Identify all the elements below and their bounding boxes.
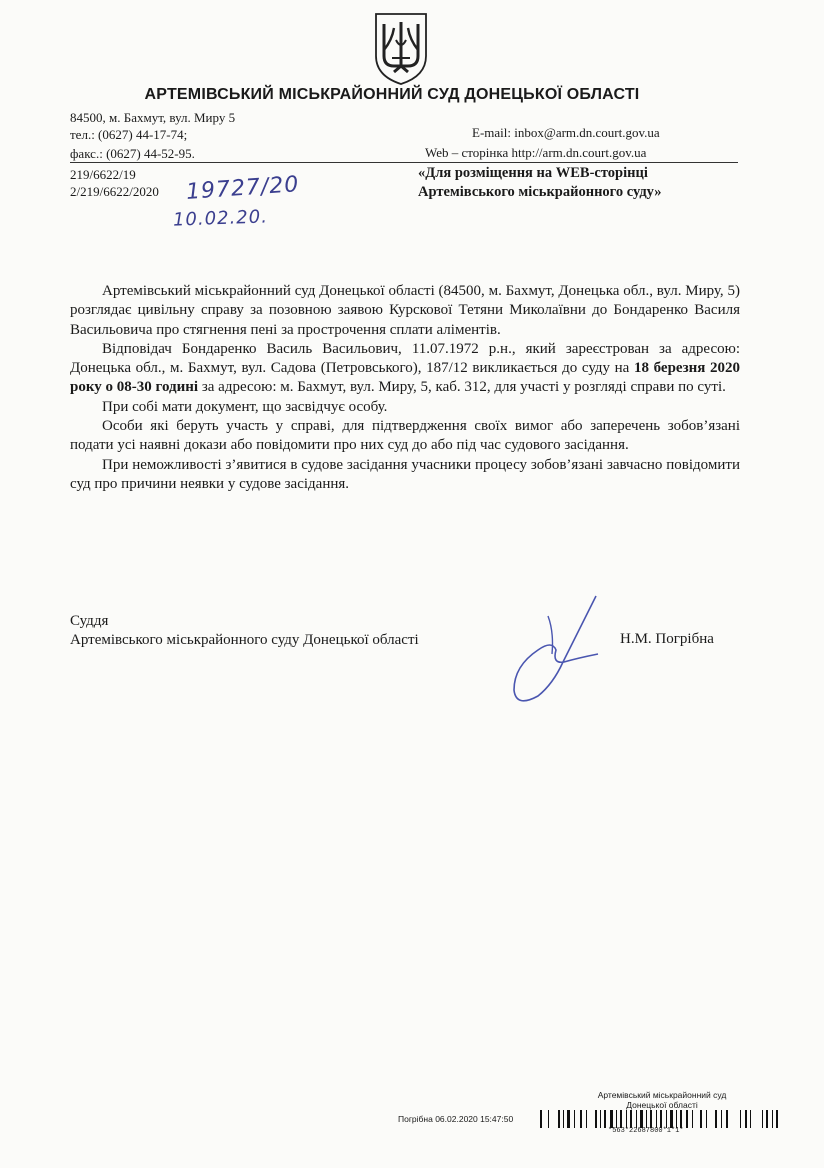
court-fax: факс.: (0627) 44-52-95. <box>70 146 195 161</box>
header-divider <box>70 162 738 163</box>
court-phone: тел.: (0627) 44-17-74; <box>70 127 188 142</box>
footer-court-line-2: Донецької області <box>626 1100 698 1110</box>
summons-text-a: Відповідач Бондаренко Василь Васильович, 11.07.1972 р.н., який зареєстрован за адресою: Донецька обл., м. Бахмут, вул. Садова (Петровського), 187/12 викликається до суду на <box>70 340 740 377</box>
court-address: 84500, м. Бахмут, вул. Миру 5 <box>70 110 236 125</box>
footer-court-stamp <box>582 1090 742 1110</box>
court-email: E-mail: inbox@arm.dn.court.gov.ua <box>472 125 660 140</box>
hearing-datetime: 18 березня 2020 року о 08-30 годині <box>70 360 740 396</box>
judge-signature <box>508 592 608 707</box>
summons-text-b: за адресою: м. Бахмут, вул. Миру, 5, каб. 312, для участі у розгляді справи по суті. <box>198 379 726 396</box>
handwritten-date: 10.02.20. <box>172 206 269 231</box>
web-note-line-2: Артемівського міськрайонного суду» <box>418 184 662 200</box>
barcode-icon <box>540 1110 780 1128</box>
web-note-line-1: «Для розміщення на WEB-сторінці <box>418 165 648 181</box>
footer-court-line-1: Артемівський міськрайонний суд <box>597 1090 727 1100</box>
paragraph-case-description: Артемівський міськрайонний суд Донецької області (84500, м. Бахмут, Донецька обл., вул. Миру, 5) розглядає цивільну справу за позовною заявою Курскової Тетяни Миколаївни до Бондаренко Василя Васильовича про стягнення пені за прострочення сплати аліментів. <box>70 283 740 338</box>
judge-court: Артемівського міськрайонного суду Донецької області <box>70 632 419 648</box>
summons-body <box>70 282 740 494</box>
case-number: 219/6622/19 <box>70 167 136 182</box>
paragraph-document: При собі мати документ, що засвідчує особу. <box>102 398 388 415</box>
barcode-number: *563*22687800*1*1* <box>608 1127 684 1135</box>
paragraph-absence: При неможливості з’явитися в судове засідання учасники процесу зобов’язані завчасно повідомити суд про причини неявки у судове засідання. <box>70 456 740 492</box>
court-title: АРТЕМІВСЬКИЙ МІСЬКРАЙОННИЙ СУД ДОНЕЦЬКОЇ ОБЛАСТІ <box>144 86 640 103</box>
handwritten-registration-number: 19727/20 <box>185 172 301 205</box>
judge-title-block <box>70 612 419 650</box>
coat-of-arms-icon <box>370 10 432 86</box>
court-web: Web – сторінка http://arm.dn.court.gov.ua <box>425 145 647 160</box>
proceeding-number: 2/219/6622/2020 <box>70 184 159 199</box>
paragraph-evidence: Особи які беруть участь у справі, для підтвердження своїх вимог або заперечень зобов’язані подати усі наявні докази або повідомити про них суд до або під час судового засідання. <box>70 418 740 454</box>
judge-title: Суддя <box>70 613 109 629</box>
web-publication-note <box>418 164 662 202</box>
footer-signer-stamp: Погрібна 06.02.2020 15:47:50 <box>398 1114 514 1124</box>
judge-name: Н.М. Погрібна <box>620 631 714 647</box>
paragraph-summons <box>70 340 740 398</box>
